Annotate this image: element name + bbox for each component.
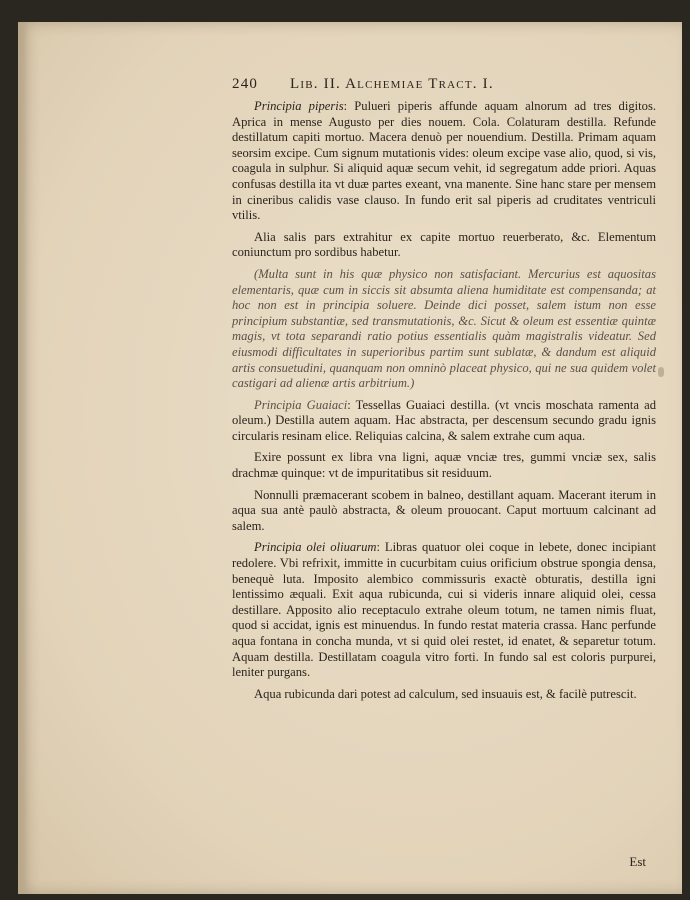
paragraph-guaiacum <box>232 398 656 445</box>
running-header <box>232 77 656 99</box>
binding-gutter <box>18 22 28 894</box>
paragraph-yield <box>232 450 656 481</box>
paragraph-body: Exire possunt ex libra vna ligni, aquæ vnciæ tres, gummi vnciæ sex, salis drachmæ quinque: vt de impuritatibus sit residuum. <box>232 450 656 481</box>
text-block <box>232 76 656 869</box>
paragraph-body: Aqua rubicunda dari potest ad calculum, sed insuauis est, & facilè putrescit. <box>254 686 637 701</box>
paragraph-body: : Tessellas Guaiaci destilla. (vt vncis moschata ramenta ad oleum.) Destilla autem aquam. Hac abstracta, per descensum secundo gradu ignis circularis resinam elice. Reliquias calcina, & salem extrahe cum aqua. <box>232 397 656 443</box>
paper-stain <box>658 367 664 377</box>
running-title: Lib. II. Alchemiae Tract. I. <box>290 76 494 92</box>
paragraph-olive-oil <box>232 540 656 680</box>
rubric-lead: Principia olei oliuarum <box>254 540 377 555</box>
paragraph-salt <box>232 230 656 261</box>
paragraph-body: Nonnulli præmacerant scobem in balneo, destillant aquam. Macerant iterum in aqua sua antè paulò abstracta, & oleum prouocant. Caput mortuum calcinant ad salem. <box>232 487 656 533</box>
paragraph-body: : Libras quatuor olei coque in lebete, donec incipiant redolere. Vbi refrixit, immitte in cucurbitam cuius orificium obstrue spongia densa, benequè luta. Imposito alembico commissuris exactè obturatis, destilla igni lentissimo æquali. Exit aqua rubicunda, cui si videris innare aliquid olei, cessa destillare. Apposito alio receptaculo extrahe oleum totum, ne tamen nimis fluat, quod si accidat, ignis est minuendus. In fundo restat materia crassa. Hanc perfunde aqua fontana in concha munda, vt si quid olei restet, id enatet, & separetur totum. Aquam destilla. Destillatam coagula vitro forti. In fundo sal est coloris purpurei, leniter purgans. <box>232 540 656 680</box>
paragraph-body: Alia salis pars extrahitur ex capite mortuo reuerberato, &c. Elementum coniunctum pro sordibus habetur. <box>232 229 656 260</box>
catchword: Est <box>629 854 646 869</box>
paragraph-piper <box>232 99 656 224</box>
paragraph-maceration <box>232 488 656 535</box>
rubric-lead: Principia piperis <box>254 99 344 113</box>
paragraph-red-water <box>232 687 656 703</box>
paragraph-body: : Pulueri piperis affunde aquam alnorum ad tres digitos. Aprica in mense Augusto per dies nouem. Cola. Colaturam destilla. Refunde destillatum capiti mortuo. Macera denuò per nouendium. Destilla. Primam aquam seorsim excipe. Cum signum mutationis vides: oleum excipe vase alio, quod, si vis, coagula in sulphur. Si aliquid aquæ secum vehit, id segregatum adde priori. Aquas confusas destilla ita vt duæ partes exeant, vna manente. Sine hanc stare per mensem in cineribus calidis vase clauso. In fundo erit sal piperis ad cruditates ventriculi vtilis. <box>232 99 656 223</box>
paragraph-body: (Multa sunt in his quæ physico non satisfaciant. Mercurius est aquositas elementaris, quæ cum in siccis sit absumta aliena humiditate est compensanda; at hoc non est in principia soluere. Deinde dici posset, salem istum non esse principium substantiæ, sed transmutationis, &c. Sicut & oleum est essentiæ quintæ magis, vt tota separandi ratio potius essentialis quàm magistralis videatur. Sed eiusmodi difficultates in superioribus partim sunt sublatæ, & dandum est aliquid artis consuetudini, quanquam non omninò placeat physico, qui ne sua quidem volet castigari ad alienæ artis arbitrium.) <box>232 266 656 391</box>
paragraph-commentary <box>232 267 656 392</box>
paper-leaf <box>18 22 682 894</box>
page-number: 240 <box>232 76 259 92</box>
rubric-lead: Principia Guaiaci <box>254 397 348 412</box>
